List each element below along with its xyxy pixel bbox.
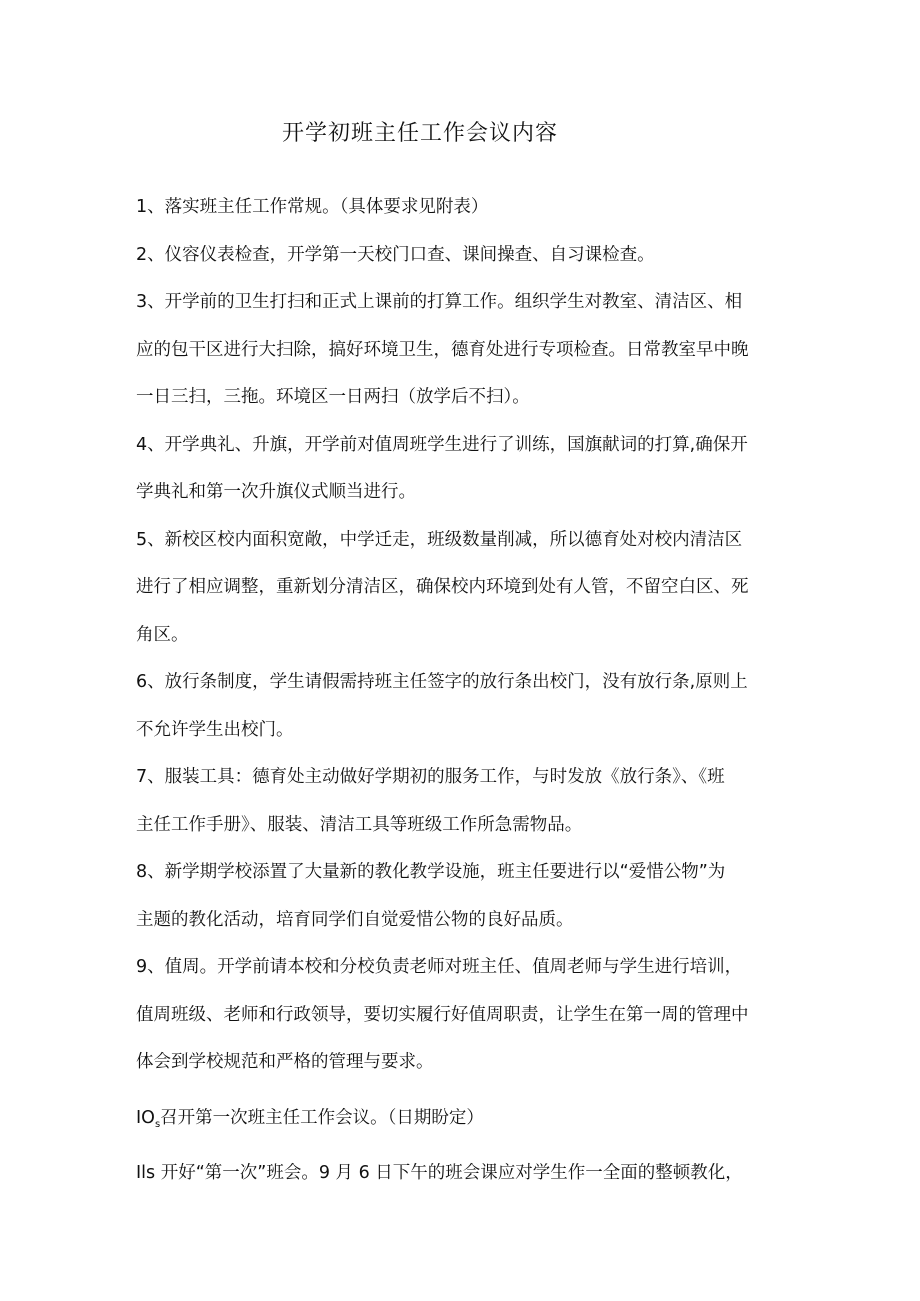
text-line: 4、开学典礼、升旗，开学前对值周班学生进行了训练，国旗献词的打算,确保开	[136, 434, 748, 455]
text-line: 角区。	[136, 624, 189, 645]
text-line: 主任工作手册》、服装、清洁工具等班级工作所急需物品。	[136, 814, 583, 835]
text-line: 一日三扫，三拖。环境区一日两扫（放学后不扫）。	[136, 387, 530, 407]
text-line: 应的包干区进行大扫除，搞好环境卫生，德育处进行专项检查。日常教室早中晚	[136, 339, 749, 360]
list-item-3	[136, 279, 792, 422]
item-number-subscript: s	[154, 1118, 161, 1130]
text-line: 8、新学期学校添置了大量新的教化教学设施，班主任要进行以“爱惜公物”为	[136, 862, 726, 882]
list-item-9	[136, 944, 792, 1087]
list-item-6	[136, 659, 792, 754]
text-line: 学典礼和第一次升旗仪式顺当进行。	[136, 482, 416, 502]
text-line: Ils 开好“第一次”班会。9 月 6 日下午的班会课应对学生作一全面的整顿教化，	[136, 1163, 743, 1183]
text-line: 6、放行条制度，学生请假需持班主任签字的放行条出校门，没有放行条,原则上	[136, 672, 748, 692]
page-title: 开学初班主任工作会议内容	[281, 121, 558, 146]
list-item-10	[136, 1095, 792, 1143]
text-line: 主题的教化活动，培育同学们自觉爱惜公物的良好品质。	[136, 909, 574, 930]
text-line: 5、新校区校内面积宽敞，中学迁走，班级数量削减，所以德育处对校内清洁区	[136, 529, 743, 550]
list-item-8	[136, 849, 792, 944]
list-item-1	[136, 184, 792, 232]
text-line: 体会到学校规范和严格的管理与要求。	[136, 1052, 434, 1072]
text-line: 9、值周。开学前请本校和分校负责老师对班主任、值周老师与学生进行培训，	[136, 957, 743, 977]
item-text: 召开第一次班主任工作会议。（日期盼定）	[160, 1107, 484, 1128]
text-line: 不允许学生出校门。	[136, 719, 294, 740]
text-line: 3、开学前的卫生打扫和正式上课前的打算工作。组织学生对教室、清洁区、相	[136, 292, 743, 312]
list-item-4	[136, 422, 792, 517]
text-line: 7、服装工具：德育处主动做好学期初的服务工作，与时发放《放行条》、《班	[136, 767, 725, 787]
text-line: 1、落实班主任工作常规。（具体要求见附表）	[136, 197, 489, 217]
text-line: 2、仪容仪表检查，开学第一天校门口查、课间操查、自习课检查。	[136, 244, 655, 265]
list-item-5	[136, 517, 792, 660]
document-body	[136, 184, 792, 1198]
item-number-prefix: IO	[136, 1107, 155, 1128]
text-line	[136, 1095, 792, 1143]
list-item-7	[136, 754, 792, 849]
text-line: 值周班级、老师和行政领导，要切实履行好值周职责，让学生在第一周的管理中	[136, 1004, 749, 1025]
list-item-11	[136, 1150, 792, 1198]
list-item-2	[136, 232, 792, 280]
text-line: 进行了相应调整，重新划分清洁区，确保校内环境到处有人管，不留空白区、死	[136, 577, 749, 597]
